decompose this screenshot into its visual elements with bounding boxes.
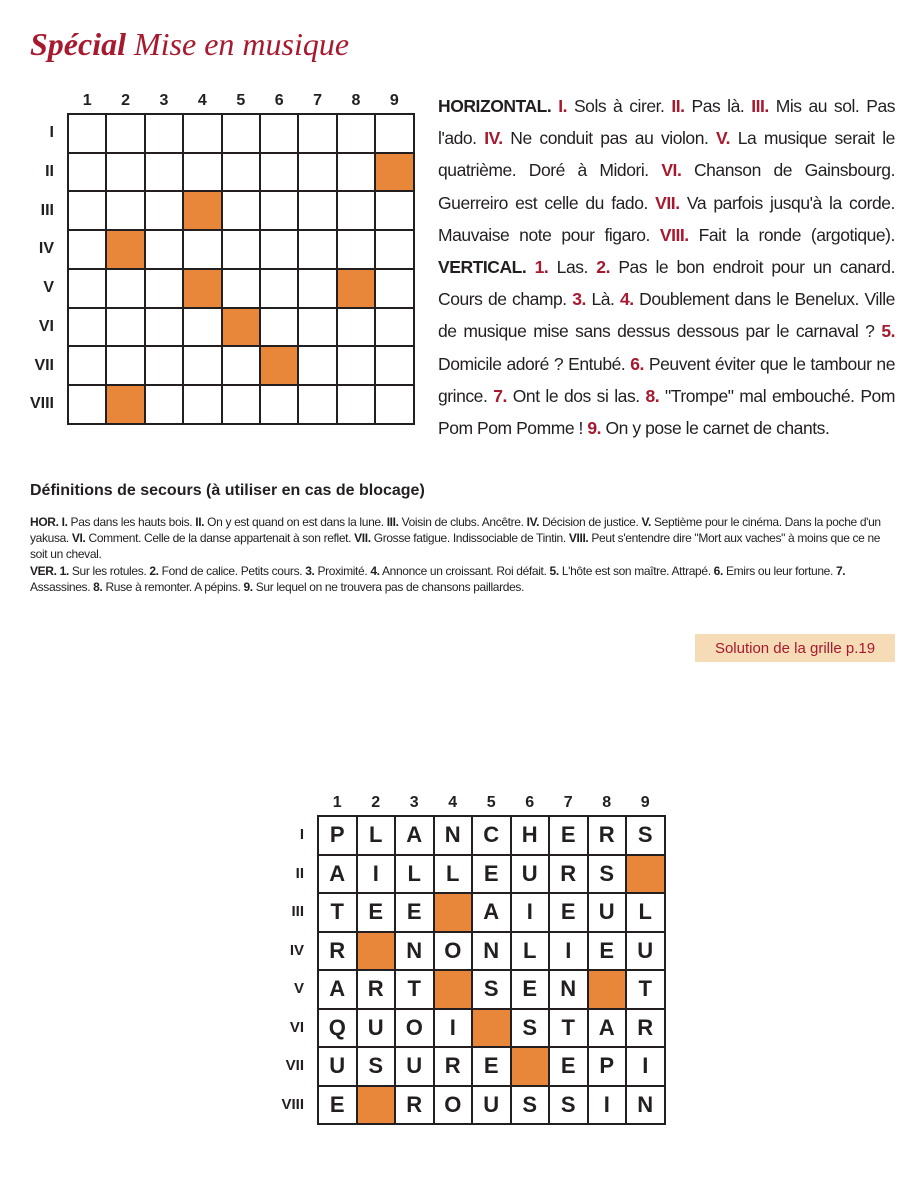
grid-cell[interactable] xyxy=(145,191,183,230)
clue-text: Sur les rotules. xyxy=(71,563,147,578)
grid-cell[interactable] xyxy=(222,269,260,308)
grid-cell[interactable] xyxy=(183,385,221,424)
clue-number: 8. xyxy=(645,385,660,406)
clue-number: V. xyxy=(716,128,731,149)
solution-letter: N xyxy=(560,976,577,1001)
clues-block xyxy=(438,90,895,444)
grid-cell[interactable] xyxy=(106,191,144,230)
grid-cell[interactable] xyxy=(183,230,221,269)
grid-line xyxy=(318,1046,665,1048)
solution-letter: T xyxy=(407,976,421,1001)
black-square xyxy=(375,153,413,192)
solution-letter: P xyxy=(599,1053,615,1078)
grid-cell[interactable] xyxy=(260,191,298,230)
solution-letter: U xyxy=(598,899,615,924)
grid-line xyxy=(318,969,665,971)
solution-letter: E xyxy=(560,899,576,924)
clue-number: 3. xyxy=(305,563,315,578)
solution-tag: Solution de la grille p.19 xyxy=(695,634,895,662)
grid-cell[interactable] xyxy=(260,308,298,347)
grid-cell[interactable] xyxy=(337,153,375,192)
grid-line xyxy=(68,190,414,192)
solution-letter: A xyxy=(483,899,500,924)
solution-letter: R xyxy=(444,1053,461,1078)
clue-text: Annonce un croissant. Roi défait. xyxy=(381,563,547,578)
solution-letter: E xyxy=(522,976,538,1001)
solution-letter: T xyxy=(330,899,344,924)
clue-text: Peut s'entendre dire "Mort aux vaches" à moins que ce ne soit un cheval. xyxy=(30,531,881,562)
clue-text: Septième pour le cinéma. Dans la poche d'un yakusa. xyxy=(30,515,881,546)
column-number: 2 xyxy=(371,794,381,811)
black-square xyxy=(106,230,144,269)
solution-letter: R xyxy=(560,860,577,886)
grid-cell[interactable] xyxy=(68,230,106,269)
black-square xyxy=(511,1047,550,1086)
clue-text: Peuvent éviter que le tambour ne grince. xyxy=(438,353,895,406)
solution-letter: L xyxy=(369,822,383,847)
grid-cell[interactable] xyxy=(298,346,336,385)
grid-cell[interactable] xyxy=(337,385,375,424)
clue-number: VII. xyxy=(655,192,680,213)
clue-text: On y est quand on est dans la lune. xyxy=(207,515,384,529)
solution-letter: R xyxy=(637,1014,654,1040)
grid-cell[interactable] xyxy=(222,346,260,385)
solution-letter: S xyxy=(637,822,653,847)
clue-number: VII. xyxy=(354,531,371,546)
column-number: 8 xyxy=(351,92,361,109)
grid-line xyxy=(318,931,665,933)
row-number: I xyxy=(49,124,54,142)
solution-letter: R xyxy=(329,937,346,963)
grid-cell[interactable] xyxy=(222,153,260,192)
grid-cell[interactable] xyxy=(337,114,375,153)
page-title xyxy=(30,26,349,63)
solution-letter: O xyxy=(444,937,462,963)
black-square xyxy=(626,855,665,894)
black-square xyxy=(434,970,473,1009)
solution-letter: N xyxy=(444,822,461,847)
grid-cell[interactable] xyxy=(298,153,336,192)
clue-number: VI. xyxy=(71,531,86,546)
clue-number: 9. xyxy=(587,418,602,439)
solution-letter: U xyxy=(637,937,654,963)
column-number: 1 xyxy=(332,794,342,811)
clue-number: 2. xyxy=(149,563,159,578)
grid-cell[interactable] xyxy=(337,308,375,347)
clue-number: I. xyxy=(558,96,568,116)
clue-number: 6. xyxy=(713,563,723,578)
clue-text: La musique serait le quatrième. Doré à Midori. xyxy=(438,128,895,181)
column-number: 5 xyxy=(236,92,246,109)
solution-letter: N xyxy=(406,937,423,963)
clue-number: III. xyxy=(386,515,399,529)
grid-line xyxy=(68,229,414,231)
solution-letter: S xyxy=(522,1014,538,1040)
help-definitions xyxy=(30,514,898,595)
solution-letter: T xyxy=(561,1014,575,1040)
clue-number: VI. xyxy=(661,160,682,181)
solution-letter: A xyxy=(406,822,423,847)
clue-number: 5. xyxy=(881,321,896,342)
solution-letter: U xyxy=(521,860,538,886)
clue-text: Sur lequel on ne trouvera pas de chansons paillardes. xyxy=(255,579,525,594)
clue-heading: VER. xyxy=(30,563,57,578)
column-number: 2 xyxy=(121,92,131,109)
grid-cell[interactable] xyxy=(145,114,183,153)
row-number: IV xyxy=(38,240,54,258)
solution-letter: E xyxy=(368,899,384,924)
clue-number: 1. xyxy=(534,257,549,278)
grid-cell[interactable] xyxy=(298,114,336,153)
column-number: 7 xyxy=(563,794,573,811)
grid-cell[interactable] xyxy=(183,114,221,153)
clue-text: Las. xyxy=(556,257,588,278)
grid-cell[interactable] xyxy=(145,346,183,385)
grid-cell[interactable] xyxy=(375,346,413,385)
row-number: II xyxy=(45,163,54,181)
solution-letter: C xyxy=(483,822,500,847)
clue-number: II. xyxy=(671,96,685,116)
black-square xyxy=(260,346,298,385)
clue-number: 7. xyxy=(835,563,846,578)
row-number: II xyxy=(295,864,304,882)
help-vertical xyxy=(30,563,898,595)
solution-letter: S xyxy=(560,1091,576,1117)
solution-letter: I xyxy=(526,899,533,924)
solution-letter: U xyxy=(367,1014,384,1040)
solution-letter: Q xyxy=(328,1014,346,1040)
column-number: 3 xyxy=(409,794,419,811)
solution-letter: E xyxy=(483,1053,499,1078)
solution-letter: A xyxy=(598,1014,615,1040)
grid-line xyxy=(318,1008,665,1010)
column-number: 4 xyxy=(197,92,207,109)
solution-letter: O xyxy=(444,1091,462,1117)
grid-cell[interactable] xyxy=(145,230,183,269)
solution-letter: H xyxy=(521,822,538,847)
clue-number: 4. xyxy=(619,289,634,310)
clue-number: IV. xyxy=(526,515,540,529)
solution-letter: R xyxy=(598,822,615,847)
solution-letter: T xyxy=(638,976,652,1001)
column-number: 4 xyxy=(448,794,458,811)
solution-letter: L xyxy=(407,860,421,886)
grid-cell[interactable] xyxy=(260,269,298,308)
grid-cell[interactable] xyxy=(106,346,144,385)
clue-text: Fait la ronde (argotique). xyxy=(698,224,895,245)
grid-line xyxy=(68,307,414,309)
clue-text: On y pose le carnet de chants. xyxy=(605,418,830,439)
row-number: V xyxy=(293,980,304,998)
grid-cell[interactable] xyxy=(260,153,298,192)
solution-letter: O xyxy=(405,1014,423,1040)
column-number: 6 xyxy=(274,92,284,109)
black-square xyxy=(472,1009,511,1048)
grid-line xyxy=(318,1085,665,1087)
grid-line xyxy=(318,854,665,856)
grid-cell[interactable] xyxy=(145,385,183,424)
grid-cell[interactable] xyxy=(260,114,298,153)
clue-text: Comment. Celle de la danse appartenait à son reflet. xyxy=(88,531,352,546)
clue-text: Mis au sol. Pas l'ado. xyxy=(438,96,896,149)
grid-cell[interactable] xyxy=(68,114,106,153)
clue-heading: HORIZONTAL. xyxy=(438,96,552,116)
grid-line xyxy=(68,152,414,154)
solution-letter: I xyxy=(565,937,572,963)
column-number: 9 xyxy=(389,92,399,109)
grid-cell[interactable] xyxy=(68,269,106,308)
clue-number: 1. xyxy=(59,563,69,578)
black-square xyxy=(106,385,144,424)
clue-heading: HOR. xyxy=(30,515,59,529)
solution-letter: I xyxy=(603,1091,610,1117)
clue-text: Sols à cirer. xyxy=(573,96,665,116)
solution-letter: R xyxy=(406,1091,423,1117)
clue-number: 6. xyxy=(630,353,644,374)
grid-line xyxy=(68,268,414,270)
clue-text: Va parfois jusqu'à la corde. Mauvaise note pour figaro. xyxy=(438,192,895,245)
grid-cell[interactable] xyxy=(260,230,298,269)
black-square xyxy=(357,932,396,971)
clue-number: 2. xyxy=(596,257,610,278)
solution-letter: L xyxy=(638,899,652,924)
grid-cell[interactable] xyxy=(337,346,375,385)
grid-cell[interactable] xyxy=(298,230,336,269)
clue-number: 5. xyxy=(549,563,559,578)
black-square xyxy=(183,191,221,230)
clue-text: Emirs ou leur fortune. xyxy=(725,563,833,578)
grid-cell[interactable] xyxy=(375,385,413,424)
help-horizontal xyxy=(30,514,898,563)
column-number: 7 xyxy=(313,92,323,109)
grid-cell[interactable] xyxy=(106,308,144,347)
clue-number: III. xyxy=(751,96,769,116)
clue-number: 7. xyxy=(493,385,507,406)
grid-cell[interactable] xyxy=(260,385,298,424)
solution-letter: L xyxy=(446,860,460,886)
clue-text: Ruse à remonter. A pépins. xyxy=(105,579,241,594)
grid-cell[interactable] xyxy=(106,269,144,308)
solution-letter: S xyxy=(368,1053,384,1078)
solution-letter: E xyxy=(599,937,615,963)
clue-text: Ne conduit pas au violon. xyxy=(510,128,709,149)
row-number: III xyxy=(40,201,54,219)
column-number: 9 xyxy=(640,794,650,811)
column-number: 6 xyxy=(525,794,535,811)
black-square xyxy=(222,308,260,347)
clue-text: Pas le bon endroit pour un canard. Cours de champ. xyxy=(438,257,895,310)
clue-text: Proximité. xyxy=(317,563,368,578)
grid-cell[interactable] xyxy=(375,191,413,230)
row-number: VIII xyxy=(29,395,54,413)
grid-line xyxy=(318,892,665,894)
solution-letter: S xyxy=(522,1091,538,1117)
clue-text: Voisin de clubs. Ancêtre. xyxy=(401,515,524,529)
row-number: VI xyxy=(38,317,54,335)
solution-letter: P xyxy=(329,822,345,847)
clue-heading: VERTICAL. xyxy=(438,257,527,278)
clue-number: 8. xyxy=(93,579,103,594)
black-square xyxy=(434,893,473,932)
clue-number: V. xyxy=(641,515,652,529)
grid-cell[interactable] xyxy=(183,346,221,385)
black-square xyxy=(337,269,375,308)
grid-cell[interactable] xyxy=(298,308,336,347)
row-number: VII xyxy=(285,1057,304,1075)
clue-text: Pas dans les hauts bois. xyxy=(70,515,193,529)
clue-number: 9. xyxy=(243,579,253,594)
grid-cell[interactable] xyxy=(298,269,336,308)
grid-cell[interactable] xyxy=(222,230,260,269)
row-number: IV xyxy=(289,941,304,959)
clue-text: Ont le dos si las. xyxy=(512,385,640,406)
clue-text: "Trompe" mal embouché. Pom Pom Pom Pomme ! xyxy=(438,385,895,439)
grid-cell[interactable] xyxy=(68,385,106,424)
clue-number: VIII. xyxy=(568,531,589,546)
solution-letter: E xyxy=(560,1053,576,1078)
title-rest: Mise en musique xyxy=(125,26,350,62)
grid-cell[interactable] xyxy=(375,114,413,153)
clue-text: Décision de justice. xyxy=(542,515,639,529)
solution-letter: U xyxy=(329,1053,346,1078)
grid-cell[interactable] xyxy=(298,191,336,230)
solution-letter: S xyxy=(599,860,615,886)
solution-letter: R xyxy=(367,976,384,1001)
column-number: 1 xyxy=(82,92,92,109)
solution-letter: E xyxy=(483,860,499,886)
grid-cell[interactable] xyxy=(183,153,221,192)
clue-text: Pas là. xyxy=(691,96,745,116)
row-number: III xyxy=(291,903,304,921)
clue-text: Fond de calice. Petits cours. xyxy=(161,563,303,578)
solution-letter: S xyxy=(483,976,499,1001)
grid-cell[interactable] xyxy=(375,308,413,347)
grid-cell[interactable] xyxy=(337,230,375,269)
grid-cell[interactable] xyxy=(298,385,336,424)
grid-cell[interactable] xyxy=(68,153,106,192)
grid-cell[interactable] xyxy=(106,114,144,153)
row-number: VII xyxy=(34,356,54,374)
grid-cell[interactable] xyxy=(145,269,183,308)
solution-letter: E xyxy=(329,1091,345,1117)
grid-cell[interactable] xyxy=(145,308,183,347)
grid-cell[interactable] xyxy=(68,346,106,385)
clue-text: Chanson de Gainsbourg. Guerreiro est celle du fado. xyxy=(438,160,895,213)
clue-text: Grosse fatigue. Indissociable de Tintin. xyxy=(373,531,566,546)
column-number: 8 xyxy=(602,794,612,811)
row-number: I xyxy=(299,826,304,844)
grid-cell[interactable] xyxy=(183,308,221,347)
solution-letter: U xyxy=(483,1091,500,1117)
row-number: VIII xyxy=(281,1095,304,1113)
grid-cell[interactable] xyxy=(222,114,260,153)
grid-cell[interactable] xyxy=(337,191,375,230)
clue-text: Là. xyxy=(591,289,615,310)
black-square xyxy=(183,269,221,308)
solution-letter: I xyxy=(642,1053,649,1078)
clue-text: L'hôte est son maître. Attrapé. xyxy=(561,563,711,578)
clue-text: Doublement dans le Benelux. Ville de musique mise sans dessus dessous par le carnaval ? xyxy=(438,289,895,342)
grid-cell[interactable] xyxy=(145,153,183,192)
grid-cell[interactable] xyxy=(375,230,413,269)
solution-letter: U xyxy=(406,1053,423,1078)
solution-letter: N xyxy=(637,1091,654,1117)
grid-cell[interactable] xyxy=(68,191,106,230)
solution-letter: N xyxy=(483,937,500,963)
solution-letter: E xyxy=(406,899,422,924)
solution-letter: A xyxy=(329,976,346,1001)
solution-letter: A xyxy=(329,860,346,886)
grid-cell[interactable] xyxy=(222,191,260,230)
grid-cell[interactable] xyxy=(375,269,413,308)
clue-number: VIII. xyxy=(659,224,689,245)
clue-number: 4. xyxy=(370,563,380,578)
grid-line xyxy=(68,345,414,347)
grid-cell[interactable] xyxy=(222,385,260,424)
column-number: 3 xyxy=(159,92,169,109)
help-title: Définitions de secours (à utiliser en cas de blocage) xyxy=(30,482,425,499)
column-number: 5 xyxy=(486,794,496,811)
title-bold: Spécial xyxy=(30,26,126,62)
clue-number: IV. xyxy=(484,128,503,149)
black-square xyxy=(588,970,627,1009)
clue-number: 3. xyxy=(572,289,586,310)
clue-number: II. xyxy=(195,515,205,529)
clue-text: Assassines. xyxy=(30,579,91,594)
solution-letter: L xyxy=(523,937,537,963)
solution-letter: E xyxy=(560,822,576,847)
row-number: VI xyxy=(289,1018,304,1036)
black-square xyxy=(357,1086,396,1125)
clue-number: I. xyxy=(61,515,68,529)
row-number: V xyxy=(43,279,54,297)
solution-letter: I xyxy=(372,860,379,886)
solution-letter: I xyxy=(449,1014,456,1040)
grid-line xyxy=(68,384,414,386)
grid-cell[interactable] xyxy=(106,153,144,192)
clue-text: Domicile adoré ? Entubé. xyxy=(438,353,626,374)
grid-cell[interactable] xyxy=(68,308,106,347)
